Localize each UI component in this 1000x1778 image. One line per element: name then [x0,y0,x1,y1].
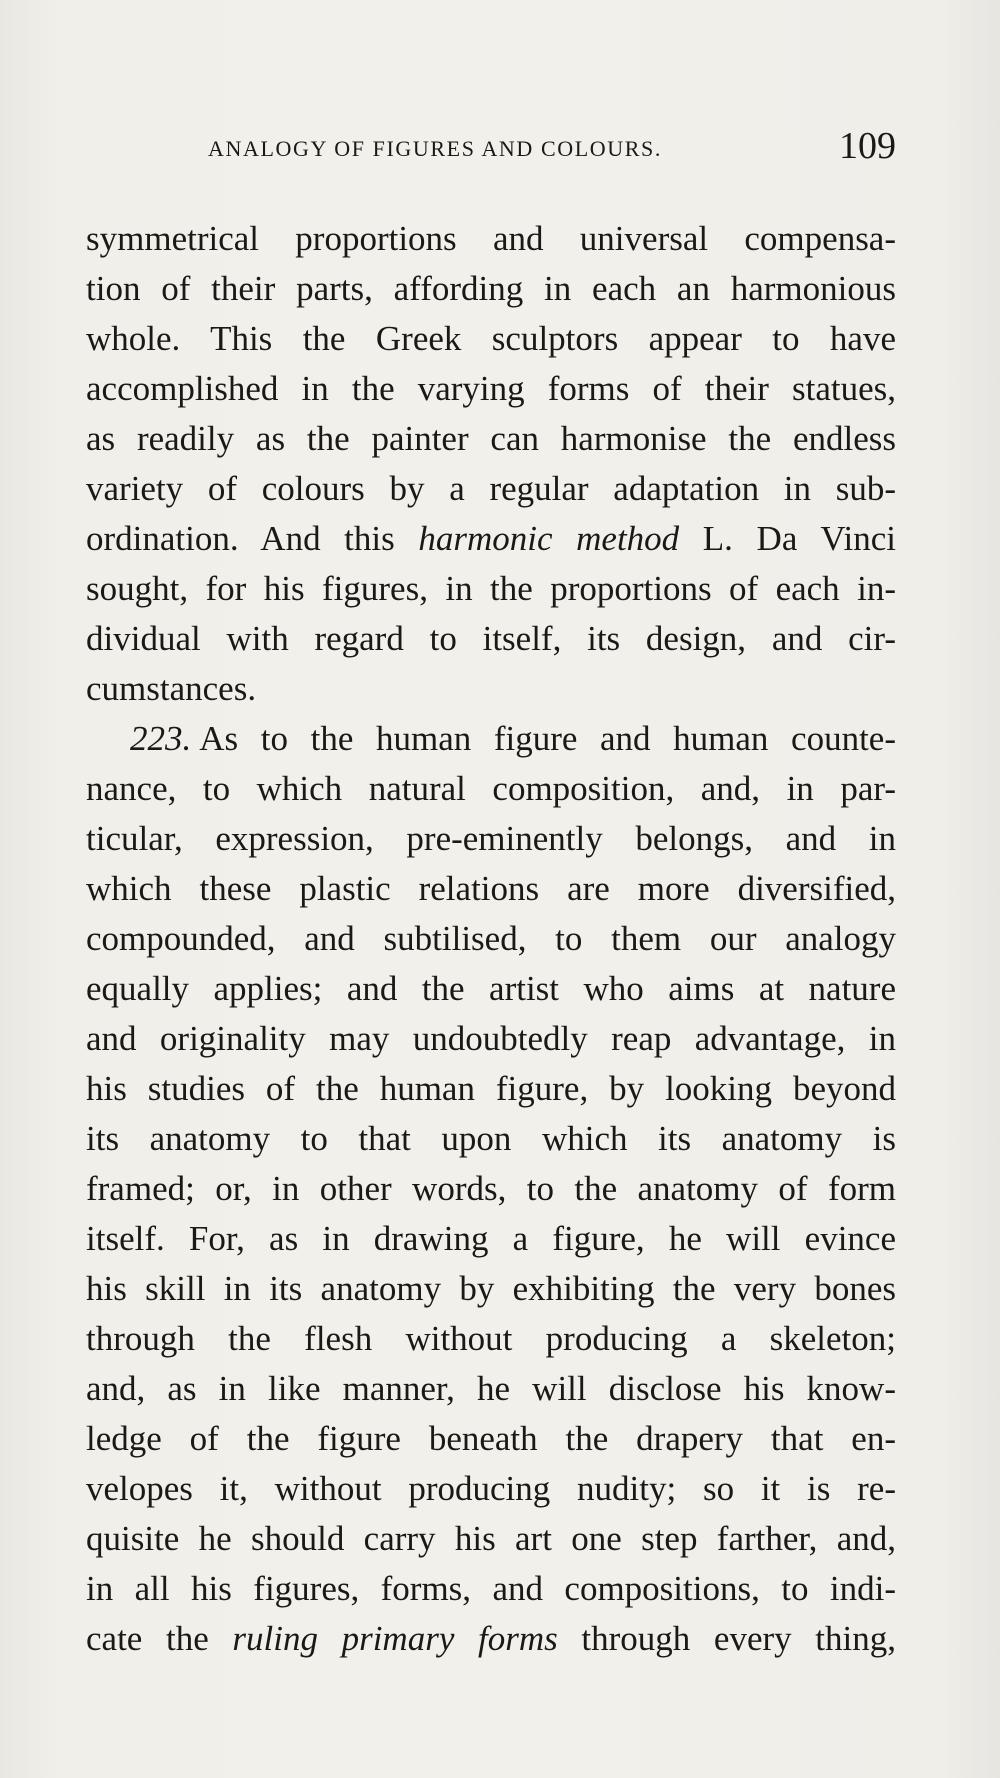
page-number: 109 [839,125,896,167]
text-line: through the flesh without producing a skeleton; [86,1319,896,1358]
text-line: its anatomy to that upon which its anatomy is [86,1119,896,1158]
text-run: through every thing, [557,1619,896,1658]
text-line: equally applies; and the artist who aims at nature [86,969,896,1008]
text-line: velopes it, without producing nudity; so it is re- [86,1469,896,1508]
text-line: ledge of the figure beneath the drapery that en- [86,1419,896,1458]
text-run: As to the human figure and human counte- [199,719,896,758]
text-run: cate the [86,1619,233,1658]
text-line: quisite he should carry his art one step farther, and, [86,1519,896,1558]
text-line: and, as in like manner, he will disclose his know- [86,1369,896,1408]
italic-phrase: ruling primary forms [232,1619,558,1658]
text-line: compounded, and subtilised, to them our analogy [86,919,896,958]
paragraph-start-line [86,714,896,764]
text-line: and originality may undoubtedly reap advantage, in [86,1019,896,1058]
text-line: tion of their parts, affording in each an harmonious [86,269,896,308]
text-line: ticular, expression, pre-eminently belongs, and in [86,819,896,858]
text-line: nance, to which natural composition, and, in par- [86,769,896,808]
italic-phrase: harmonic method [418,519,680,558]
text-line: his skill in its anatomy by exhibiting the very bones [86,1269,896,1308]
paragraph-number: 223. [130,719,192,758]
running-head: ANALOGY OF FIGURES AND COLOURS. [208,136,662,161]
text-line: dividual with regard to itself, its design, and cir- [86,619,896,658]
text-line: variety of colours by a regular adaptation in sub- [86,469,896,508]
text-run: L. Da Vinci [679,519,896,558]
text-line: cumstances. [86,669,257,708]
text-line: symmetrical proportions and universal compensa- [86,219,896,258]
body-text [86,214,896,1664]
text-line: accomplished in the varying forms of their statues, [86,369,896,408]
text-line: sought, for his figures, in the proportions of each in- [86,569,896,608]
text-line: itself. For, as in drawing a figure, he will evince [86,1219,896,1258]
text-line: his studies of the human figure, by looking beyond [86,1069,896,1108]
text-run: ordination. And this [86,519,419,558]
text-line: as readily as the painter can harmonise the endless [86,419,896,458]
text-line [86,514,896,564]
text-line: framed; or, in other words, to the anatomy of form [86,1169,896,1208]
text-line: which these plastic relations are more diversified, [86,869,896,908]
text-line: whole. This the Greek sculptors appear to have [86,319,896,358]
text-line: in all his figures, forms, and compositions, to indi- [86,1569,896,1608]
page-header [86,125,896,168]
text-line [86,1614,896,1664]
